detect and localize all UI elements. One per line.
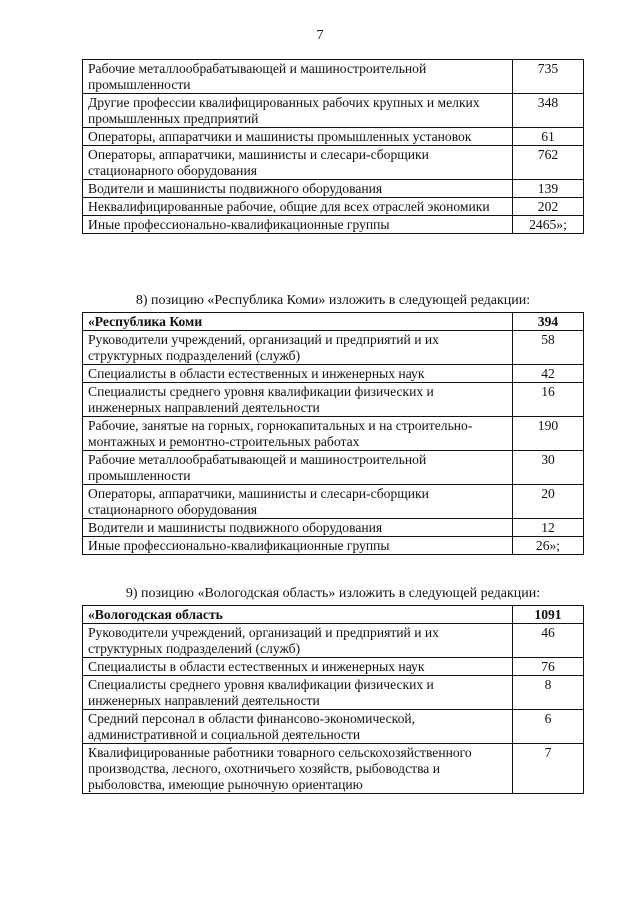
table-row (83, 519, 584, 537)
row-label: Водители и машинисты подвижного оборудования (83, 180, 513, 198)
row-value: 20 (513, 485, 584, 519)
row-value: 30 (513, 451, 584, 485)
row-label: Руководители учреждений, организаций и предприятий и их структурных подразделений (служб) (83, 624, 513, 658)
row-label: Водители и машинисты подвижного оборудования (83, 519, 513, 537)
region-total: 394 (513, 313, 584, 331)
row-label: Специалисты в области естественных и инженерных наук (83, 658, 513, 676)
row-value: 8 (513, 676, 584, 710)
row-label: Специалисты среднего уровня квалификации физических и инженерных направлений деятельности (83, 676, 513, 710)
table-row (83, 198, 584, 216)
table-continued (82, 59, 584, 234)
row-label: Неквалифицированные рабочие, общие для всех отраслей экономики (83, 198, 513, 216)
row-value: 2465»; (513, 216, 584, 234)
row-label: Операторы, аппаратчики, машинисты и слесари-сборщики стационарного оборудования (83, 485, 513, 519)
row-label: Квалифицированные работники товарного сельскохозяйственного производства, лесного, охотничьего хозяйств, рыбоводства и рыболовства, имеющие рыночную ориентацию (83, 744, 513, 794)
table-header-row (83, 313, 584, 331)
row-value: 762 (513, 146, 584, 180)
row-value: 7 (513, 744, 584, 794)
table-row (83, 146, 584, 180)
row-label: Специалисты в области естественных и инженерных наук (83, 365, 513, 383)
row-value: 348 (513, 94, 584, 128)
table-row (83, 624, 584, 658)
row-label: Операторы, аппаратчики, машинисты и слесари-сборщики стационарного оборудования (83, 146, 513, 180)
row-label: Средний персонал в области финансово-экономической, административной и социальной деятельности (83, 710, 513, 744)
table-row (83, 365, 584, 383)
table-header-row (83, 606, 584, 624)
table-row (83, 60, 584, 94)
row-label: Иные профессионально-квалификационные группы (83, 537, 513, 555)
region-name: «Вологодская область (83, 606, 513, 624)
row-value: 735 (513, 60, 584, 94)
table-komi (82, 312, 584, 555)
table-row (83, 94, 584, 128)
region-name: «Республика Коми (83, 313, 513, 331)
table-row (83, 710, 584, 744)
table-row (83, 537, 584, 555)
row-value: 58 (513, 331, 584, 365)
row-label: Руководители учреждений, организаций и предприятий и их структурных подразделений (служб) (83, 331, 513, 365)
row-value: 46 (513, 624, 584, 658)
section-intro-vologda: 9) позицию «Вологодская область» изложить в следующей редакции: (125, 586, 541, 601)
table-row (83, 180, 584, 198)
row-value: 190 (513, 417, 584, 451)
row-value: 26»; (513, 537, 584, 555)
row-value: 42 (513, 365, 584, 383)
table-row (83, 128, 584, 146)
row-label: Иные профессионально-квалификационные группы (83, 216, 513, 234)
row-label: Рабочие, занятые на горных, горнокапитальных и на строительно-монтажных и ремонтно-строительных работах (83, 417, 513, 451)
row-label: Специалисты среднего уровня квалификации физических и инженерных направлений деятельности (83, 383, 513, 417)
row-label: Рабочие металлообрабатывающей и машиностроительной промышленности (83, 451, 513, 485)
row-value: 6 (513, 710, 584, 744)
table-row (83, 383, 584, 417)
row-value: 202 (513, 198, 584, 216)
table-row (83, 216, 584, 234)
row-value: 16 (513, 383, 584, 417)
table-row (83, 658, 584, 676)
row-value: 61 (513, 128, 584, 146)
table-row (83, 451, 584, 485)
section-intro-komi: 8) позицию «Республика Коми» изложить в следующей редакции: (135, 293, 531, 308)
row-label: Рабочие металлообрабатывающей и машиностроительной промышленности (83, 60, 513, 94)
table-row (83, 744, 584, 794)
row-label: Другие профессии квалифицированных рабочих крупных и мелких промышленных предприятий (83, 94, 513, 128)
row-value: 12 (513, 519, 584, 537)
row-value: 139 (513, 180, 584, 198)
table-row (83, 485, 584, 519)
row-label: Операторы, аппаратчики и машинисты промышленных установок (83, 128, 513, 146)
table-vologda (82, 605, 584, 794)
page-number: 7 (316, 28, 324, 43)
table-row (83, 331, 584, 365)
table-row (83, 417, 584, 451)
table-row (83, 676, 584, 710)
row-value: 76 (513, 658, 584, 676)
region-total: 1091 (513, 606, 584, 624)
